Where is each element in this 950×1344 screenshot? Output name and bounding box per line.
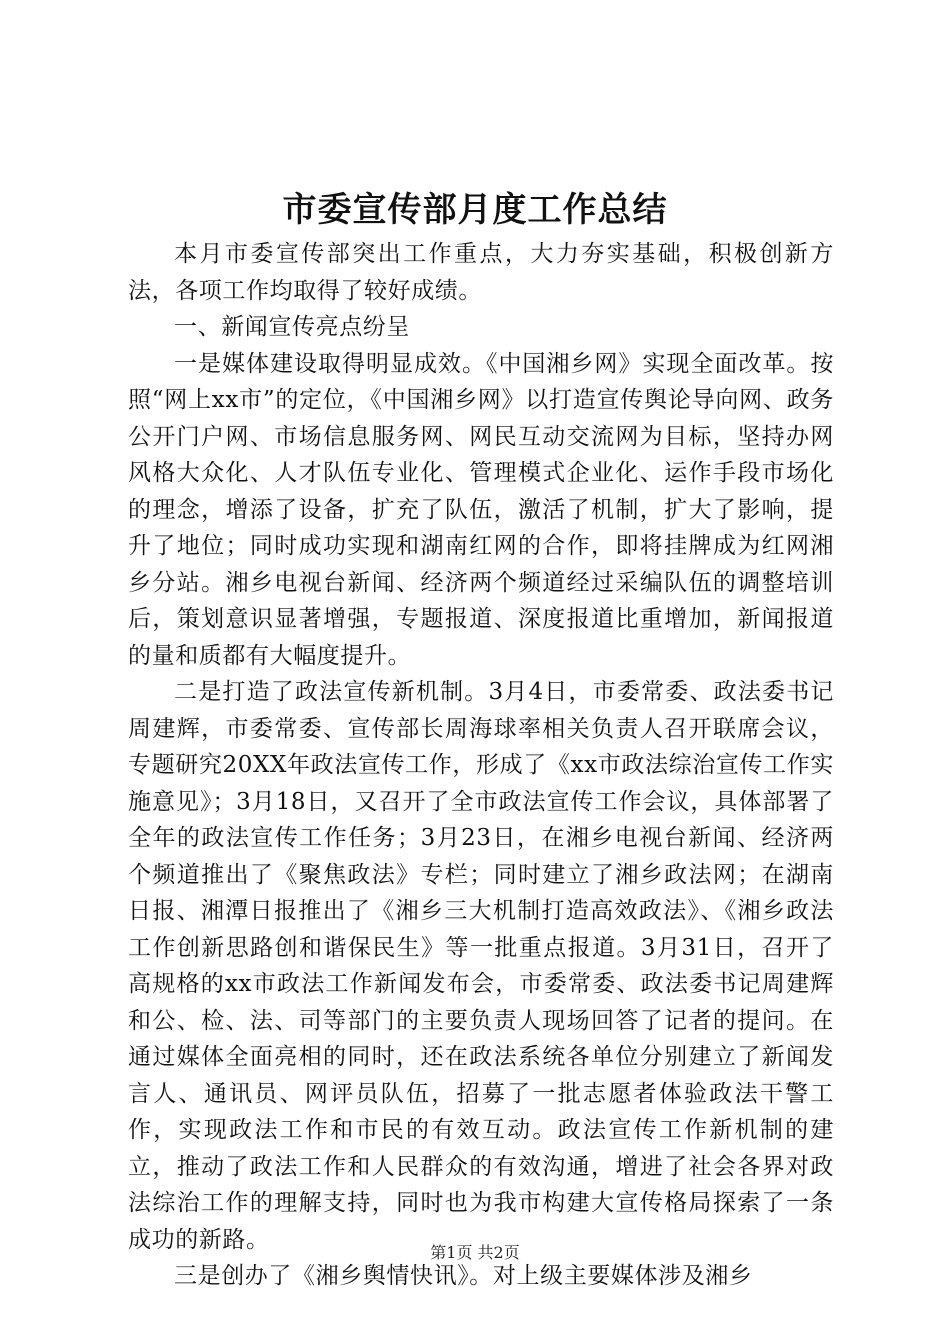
page-footer: 第1页 共2页 [430, 1243, 520, 1262]
paragraph-public-opinion: 三是创办了《湘乡舆情快讯》。对上级主要媒体涉及湘乡 [174, 1263, 753, 1289]
document-title: 市委宣传部月度工作总结 [282, 190, 668, 230]
paragraph-legal-publicity: 二是打造了政法宣传新机制。3月4日，市委常委、政法委书记周建辉，市委常委、宣传部长周海球率相关负责人召开联席会议，专题研究20XX年政法宣传工作，形成了《xx市政法综治宣传工作实施意见》；3月18日，又召开了全市政法宣传工作会议，具体部署了全年的政法宣传工作任务；3月23日，在湘乡电视台新闻、经济两个频道推出了《聚焦政法》专栏；同时建立了湘乡政法网；在湖南日报、湘潭日报推出了《湘乡三大机制打造高效政法》、《湘乡政法工作创新思路创和谐保民生》等一批重点报道。3月31日，召开了高规格的xx市政法工作新闻发布会，市委常委、政法委书记周建辉和公、检、法、司等部门的主要负责人现场回答了记者的提问。在通过媒体全面亮相的同时，还在政法系统各单位分别建立了新闻发言人、通讯员、网评员队伍，招募了一批志愿者体验政法干警工作，实现政法工作和市民的有效互动。政法宣传工作新机制的建立，推动了政法工作和人民群众的有效沟通，增进了社会各界对政法综治工作的理解支持，同时也为我市构建大宣传格局探索了一条成功的新路。 [128, 679, 834, 1253]
section-heading: 一、新闻宣传亮点纷呈 [174, 314, 410, 340]
paragraph-intro: 本月市委宣传部突出工作重点，大力夯实基础，积极创新方法，各项工作均取得了较好成绩。 [128, 241, 834, 304]
paragraph-media-construction: 一是媒体建设取得明显成效。《中国湘乡网》实现全面改革。按照“网上xx市”的定位，《中国湘乡网》以打造宣传舆论导向网、政务公开门户网、市场信息服务网、网民互动交流网为目标，坚持办网风格大众化、人才队伍专业化、管理模式企业化、运作手段市场化的理念，增添了设备，扩充了队伍，激活了机制，扩大了影响，提升了地位；同时成功实现和湖南红网的合作，即将挂牌成为红网湘乡分站。湘乡电视台新闻、经济两个频道经过采编队伍的调整培训后，策划意识显著增强，专题报道、深度报道比重增加，新闻报道的量和质都有大幅度提升。 [128, 350, 834, 669]
document-body [128, 236, 834, 1295]
